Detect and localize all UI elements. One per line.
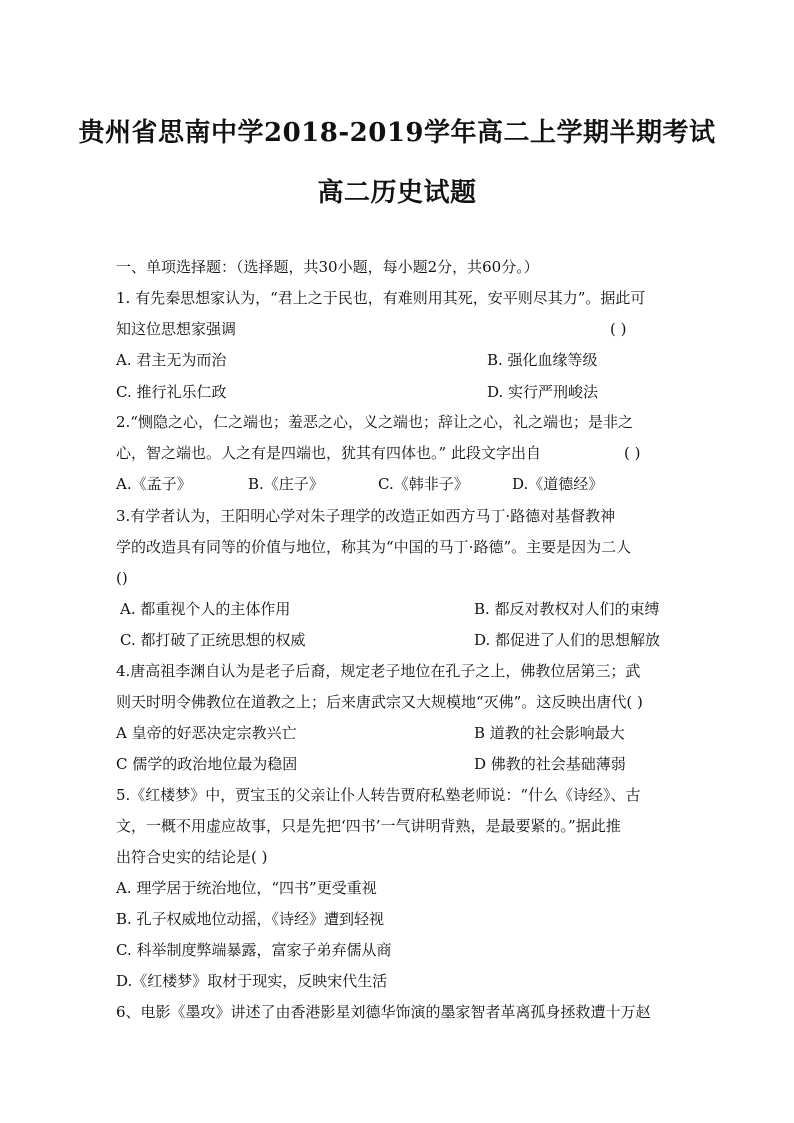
question-2-line-1: 2.“恻隐之心，仁之端也；羞恶之心，义之端也；辞让之心，礼之端也；是非之 xyxy=(116,413,633,431)
question-3-line-3: () xyxy=(116,569,128,587)
exam-subtitle: 高二历史试题 xyxy=(317,178,477,208)
question-1-option-a: A. 君主无为而治 xyxy=(116,351,227,369)
question-2-line-2: 心，智之端也。人之有是四端也，犹其有四体也。” 此段文字出自 xyxy=(116,444,541,462)
question-6-line-1: 6、电影《墨攻》讲述了由香港影星刘德华饰演的墨家智者革离孤身拯救遭十万赵 xyxy=(116,1003,651,1021)
question-5-option-b: B. 孔子权威地位动摇，《诗经》遭到轻视 xyxy=(116,910,385,928)
question-2-option-b: B.《庄子》 xyxy=(248,475,324,493)
question-3-line-2: 学的改造具有同等的价值与地位，称其为“中国的马丁·路德”。主要是因为二人 xyxy=(116,538,632,556)
question-4-option-a: A 皇帝的好恶决定宗教兴亡 xyxy=(116,724,297,742)
exam-title: 贵州省思南中学2018-2019学年高二上学期半期考试 xyxy=(78,118,716,148)
question-5-option-c: C. 科举制度弊端暴露，富家子弟弃儒从商 xyxy=(116,941,392,959)
question-2-option-a: A.《孟子》 xyxy=(116,475,192,493)
question-1-option-d: D. 实行严刑峻法 xyxy=(487,383,599,401)
question-4-option-d: D 佛教的社会基础薄弱 xyxy=(474,755,626,773)
question-4-line-2: 则天时明令佛教位在道教之上；后来唐武宗又大规模地“灭佛”。这反映出唐代( ) xyxy=(116,693,643,711)
question-3-option-c: C. 都打破了正统思想的权威 xyxy=(120,631,306,649)
question-1-option-b: B. 强化血缘等级 xyxy=(487,351,598,369)
question-4-line-1: 4.唐高祖李渊自认为是老子后裔，规定老子地位在孔子之上，佛教位居第三；武 xyxy=(116,662,641,680)
section-heading: 一、单项选择题：（选择题，共30小题，每小题2分，共60分。） xyxy=(116,258,539,276)
question-5-option-d: D.《红楼梦》取材于现实，反映宋代生活 xyxy=(116,972,388,990)
question-5-option-a: A. 理学居于统治地位，“四书”更受重视 xyxy=(116,879,377,897)
question-3-option-b: B. 都反对教权对人们的束缚 xyxy=(474,600,660,618)
question-4-option-c: C 儒学的政治地位最为稳固 xyxy=(116,755,298,773)
question-4-option-b: B 道教的社会影响最大 xyxy=(474,724,625,742)
question-5-line-2: 文，一概不用虚应故事，只是先把‘四书’一气讲明背熟，是最要紧的。”据此推 xyxy=(116,817,621,835)
question-3-option-a: A. 都重视个人的主体作用 xyxy=(120,600,291,618)
question-3-line-1: 3.有学者认为，王阳明心学对朱子理学的改造正如西方马丁·路德对基督教神 xyxy=(116,507,616,525)
question-2-option-d: D.《道德经》 xyxy=(512,475,604,493)
question-2-option-c: C.《韩非子》 xyxy=(378,475,469,493)
question-1-line-1: 1. 有先秦思想家认为，“君上之于民也，有难则用其死，安平则尽其力”。据此可 xyxy=(116,289,646,307)
question-1-option-c: C. 推行礼乐仁政 xyxy=(116,383,227,401)
question-3-option-d: D. 都促进了人们的思想解放 xyxy=(474,631,661,649)
question-5-line-3: 出符合史实的结论是( ) xyxy=(116,848,268,866)
question-1-line-2: 知这位思想家强调 xyxy=(116,320,237,338)
answer-bracket: ( ) xyxy=(610,320,627,338)
question-5-line-1: 5.《红楼梦》中，贾宝玉的父亲让仆人转告贾府私塾老师说：“什么《诗经》、古 xyxy=(116,786,641,804)
answer-bracket: ( ) xyxy=(624,444,641,462)
